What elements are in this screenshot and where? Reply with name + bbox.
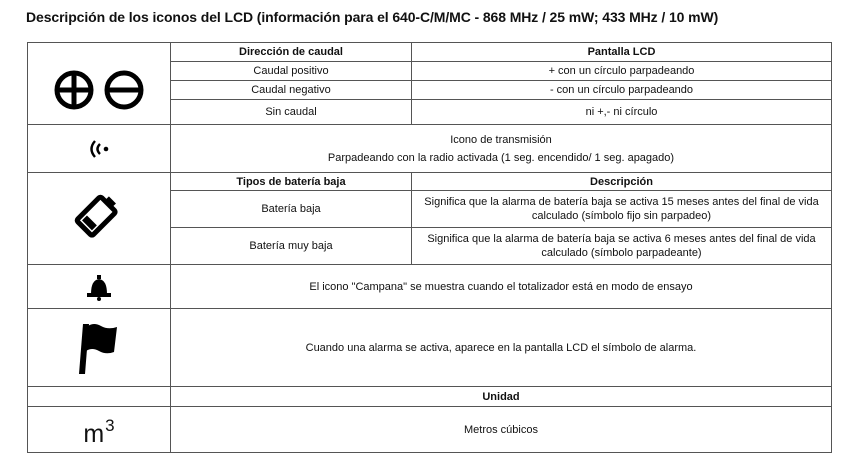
table-rule [27, 452, 831, 453]
minus-circle-icon [107, 73, 141, 107]
flow-negative-label: Caudal negativo [251, 84, 331, 96]
flow-negative-display: - con un círculo parpadeando [549, 84, 694, 96]
cubic-meter-symbol [28, 407, 170, 452]
battery-type-header: Tipos de batería baja [236, 175, 346, 188]
unit-header: Unidad [482, 390, 520, 403]
battery-description-header: Descripción [590, 175, 653, 188]
transmission-description [171, 125, 831, 172]
flow-direction-icons [28, 43, 170, 124]
battery-low-label: Batería baja [261, 203, 321, 215]
low-battery-icon [28, 173, 170, 264]
flow-none-label: Sin caudal [265, 106, 317, 118]
bell-description: El icono "Campana" se muestra cuando el totalizador está en modo de ensayo [309, 280, 693, 293]
page-title: Descripción de los iconos del LCD (información para el 640-C/M/MC - 868 MHz / 25 mW; 433 MHz / 10 mW) [26, 9, 719, 25]
table-border-right [831, 42, 832, 453]
lcd-display-header: Pantalla LCD [587, 46, 656, 58]
unit-symbol-base: m [83, 419, 105, 448]
unit-symbol-exponent: 3 [105, 415, 115, 435]
battery-very-low-label: Batería muy baja [249, 240, 333, 252]
transmission-title: Icono de transmisión [450, 133, 552, 146]
flow-positive-label: Caudal positivo [253, 65, 329, 77]
flow-direction-header: Dirección de caudal [239, 46, 343, 58]
flow-positive-display: + con un círculo parpadeando [548, 65, 695, 77]
flow-none-display: ni +,- ni círculo [585, 106, 658, 118]
transmission-icon [28, 125, 170, 172]
unit-description: Metros cúbicos [464, 423, 538, 436]
bell-icon [28, 265, 170, 308]
plus-circle-icon [57, 73, 91, 107]
transmission-detail: Parpadeando con la radio activada (1 seg. encendido/ 1 seg. apagado) [327, 151, 675, 164]
alarm-flag-icon [28, 309, 170, 386]
alarm-description: Cuando una alarma se activa, aparece en la pantalla LCD el símbolo de alarma. [305, 341, 697, 354]
battery-very-low-description: Significa que la alarma de batería baja se activa 6 meses antes del final de vida calculado (símbolo parpadeante) [427, 233, 816, 259]
battery-low-description: Significa que la alarma de batería baja se activa 15 meses antes del final de vida calculado (símbolo fijo sin parpadeo) [424, 196, 819, 222]
